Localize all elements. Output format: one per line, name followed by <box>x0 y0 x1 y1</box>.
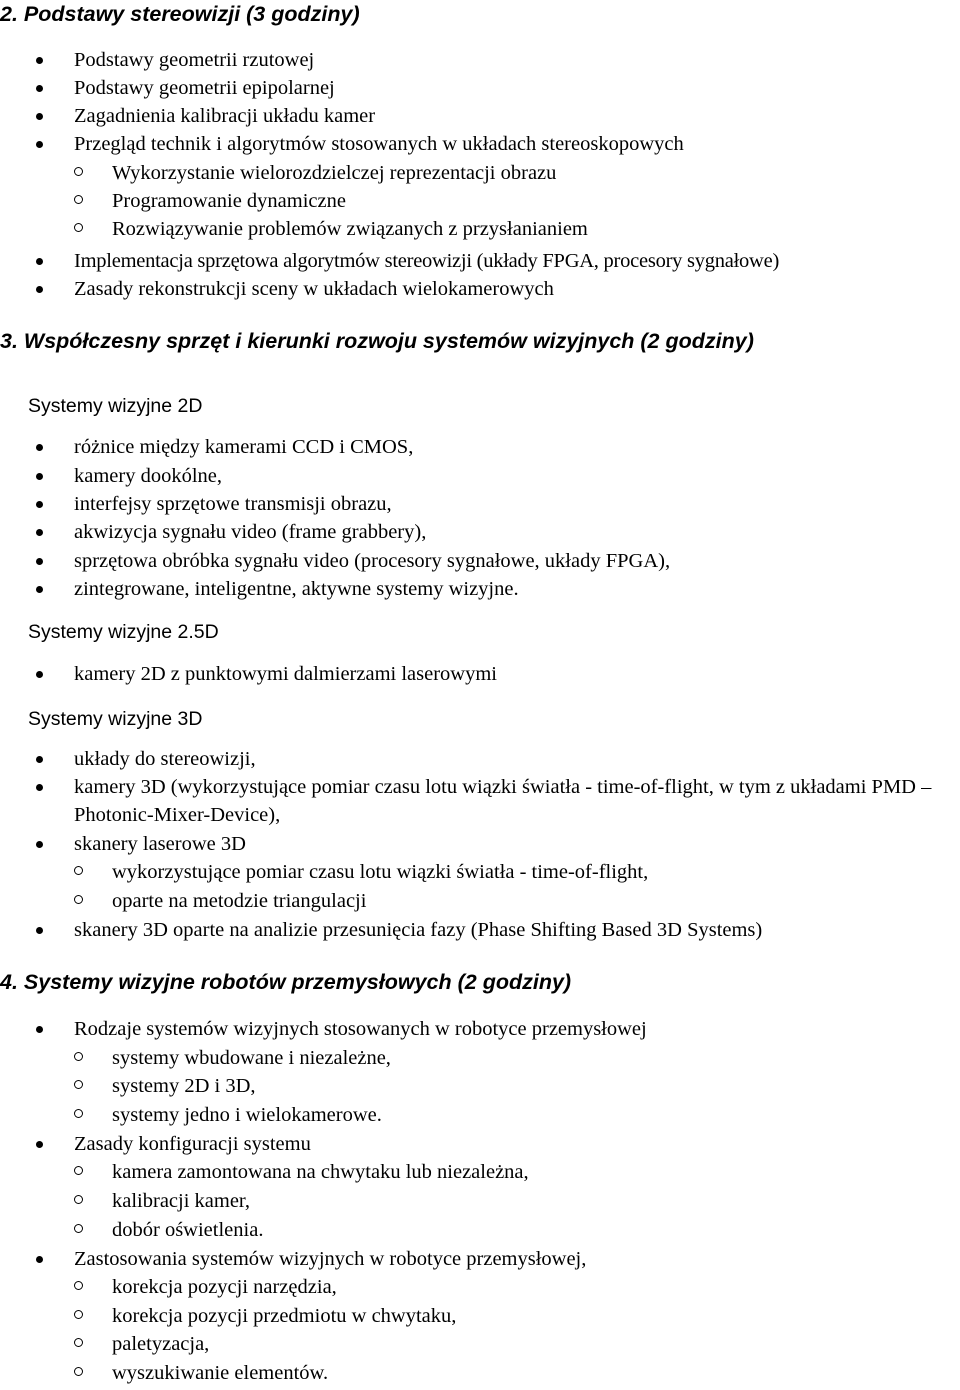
bullet-icon <box>36 586 43 593</box>
sublist-item: kamera zamontowana na chwytaku lub niezależna, <box>112 1158 529 1186</box>
bullet-icon <box>36 113 43 120</box>
bullet-icon <box>36 671 43 678</box>
sublist-item: dobór oświetlenia. <box>112 1216 263 1244</box>
circle-bullet-icon <box>74 1166 83 1175</box>
bullet-icon <box>36 558 43 565</box>
circle-bullet-icon <box>74 1195 83 1204</box>
sublist-item: Programowanie dynamiczne <box>112 187 346 215</box>
circle-bullet-icon <box>74 1367 83 1376</box>
list-item: skanery 3D oparte na analizie przesunięcia fazy (Phase Shifting Based 3D Systems) <box>74 916 762 944</box>
circle-bullet-icon <box>74 895 83 904</box>
circle-bullet-icon <box>74 1224 83 1233</box>
sublist-item: wyszukiwanie elementów. <box>112 1359 328 1387</box>
subsection-2d-heading: Systemy wizyjne 2D <box>28 395 203 417</box>
list-item: sprzętowa obróbka sygnału video (procesory sygnałowe, układy FPGA), <box>74 547 670 575</box>
sublist-item: systemy jedno i wielokamerowe. <box>112 1101 382 1129</box>
circle-bullet-icon <box>74 167 83 176</box>
list-item: skanery laserowe 3D <box>74 830 246 858</box>
bullet-icon <box>36 784 43 791</box>
circle-bullet-icon <box>74 195 83 204</box>
bullet-icon <box>36 141 43 148</box>
bullet-icon <box>36 1026 43 1033</box>
bullet-icon <box>36 57 43 64</box>
circle-bullet-icon <box>74 1109 83 1118</box>
circle-bullet-icon <box>74 1052 83 1061</box>
sublist-item: kalibracji kamer, <box>112 1187 250 1215</box>
sublist-item: systemy 2D i 3D, <box>112 1072 256 1100</box>
list-item: Podstawy geometrii rzutowej <box>74 46 314 74</box>
bullet-icon <box>36 473 43 480</box>
list-item: kamery 3D (wykorzystujące pomiar czasu lotu wiązki światła - time-of-flight, w tym z układami PMD – Photonic-Mixer-Device), <box>74 773 944 829</box>
list-item: Podstawy geometrii epipolarnej <box>74 74 335 102</box>
sublist-item: korekcja pozycji przedmiotu w chwytaku, <box>112 1302 456 1330</box>
sublist-item: paletyzacja, <box>112 1330 209 1358</box>
bullet-icon <box>36 529 43 536</box>
list-item: Rodzaje systemów wizyjnych stosowanych w robotyce przemysłowej <box>74 1015 647 1043</box>
circle-bullet-icon <box>74 1338 83 1347</box>
sublist-item: systemy wbudowane i niezależne, <box>112 1044 391 1072</box>
list-item: interfejsy sprzętowe transmisji obrazu, <box>74 490 392 518</box>
bullet-icon <box>36 1256 43 1263</box>
bullet-icon <box>36 927 43 934</box>
list-item: akwizycja sygnału video (frame grabbery), <box>74 518 426 546</box>
list-item: zintegrowane, inteligentne, aktywne systemy wizyjne. <box>74 575 519 603</box>
list-item: Przegląd technik i algorytmów stosowanych w układach stereoskopowych <box>74 130 684 158</box>
section-4-heading: 4. Systemy wizyjne robotów przemysłowych (2 godziny) <box>0 970 572 994</box>
circle-bullet-icon <box>74 1281 83 1290</box>
circle-bullet-icon <box>74 223 83 232</box>
list-item: różnice między kamerami CCD i CMOS, <box>74 433 413 461</box>
list-item: układy do stereowizji, <box>74 745 256 773</box>
list-item: Implementacja sprzętowa algorytmów stereowizji (układy FPGA, procesory sygnałowe) <box>74 247 779 275</box>
bullet-icon <box>36 841 43 848</box>
bullet-icon <box>36 444 43 451</box>
subsection-25d-heading: Systemy wizyjne 2.5D <box>28 621 219 643</box>
section-3-heading: 3. Współczesny sprzęt i kierunki rozwoju systemów wizyjnych (2 godziny) <box>0 329 754 353</box>
bullet-icon <box>36 1141 43 1148</box>
sublist-item: Wykorzystanie wielorozdzielczej reprezentacji obrazu <box>112 159 556 187</box>
section-2-heading: 2. Podstawy stereowizji (3 godziny) <box>0 2 360 26</box>
subsection-3d-heading: Systemy wizyjne 3D <box>28 708 203 730</box>
list-item: Zasady rekonstrukcji sceny w układach wielokamerowych <box>74 275 554 303</box>
bullet-icon <box>36 756 43 763</box>
bullet-icon <box>36 85 43 92</box>
sublist-item: oparte na metodzie triangulacji <box>112 887 366 915</box>
circle-bullet-icon <box>74 1080 83 1089</box>
sublist-item: Rozwiązywanie problemów związanych z przysłanianiem <box>112 215 588 243</box>
bullet-icon <box>36 286 43 293</box>
bullet-icon <box>36 501 43 508</box>
list-item: Zagadnienia kalibracji układu kamer <box>74 102 375 130</box>
list-item: kamery 2D z punktowymi dalmierzami laserowymi <box>74 660 497 688</box>
list-item: Zasady konfiguracji systemu <box>74 1130 311 1158</box>
list-item: Zastosowania systemów wizyjnych w robotyce przemysłowej, <box>74 1245 586 1273</box>
bullet-icon <box>36 258 43 265</box>
circle-bullet-icon <box>74 866 83 875</box>
sublist-item: korekcja pozycji narzędzia, <box>112 1273 337 1301</box>
sublist-item: wykorzystujące pomiar czasu lotu wiązki światła - time-of-flight, <box>112 858 648 886</box>
circle-bullet-icon <box>74 1310 83 1319</box>
list-item: kamery dookólne, <box>74 462 222 490</box>
